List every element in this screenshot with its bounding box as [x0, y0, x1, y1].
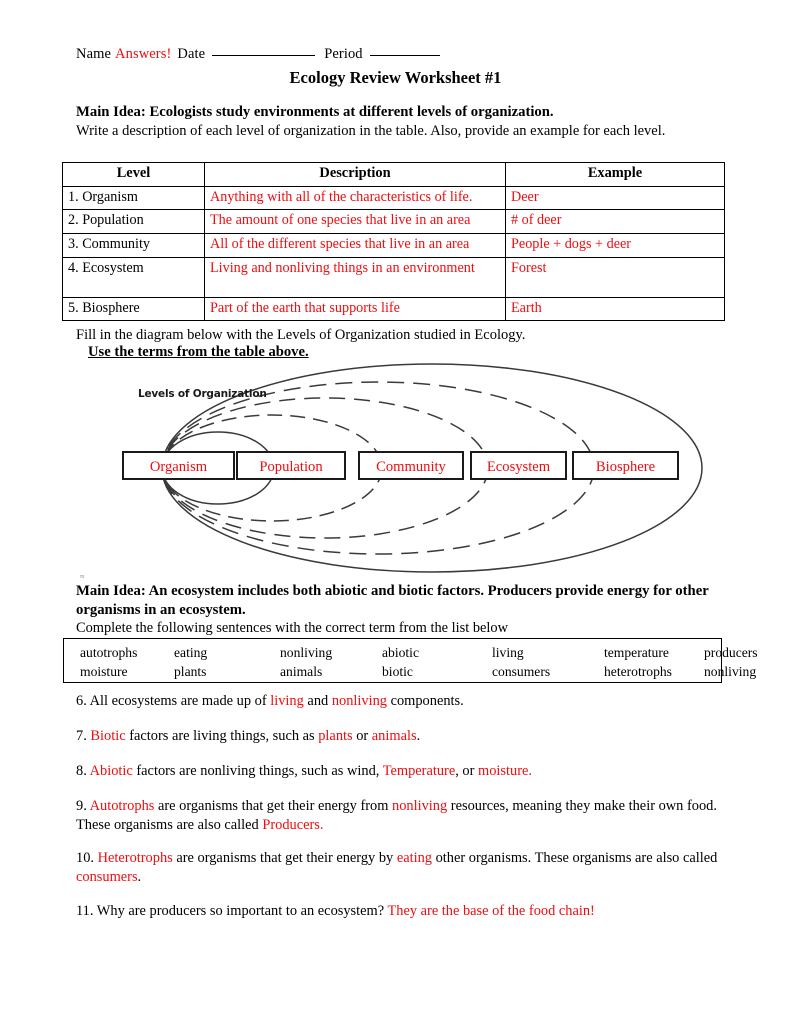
question-text: factors are living things, such as [125, 728, 319, 744]
question-text: other organisms. These organisms are also called [431, 850, 718, 866]
cell-example[interactable]: Deer [506, 186, 725, 210]
cell-description[interactable]: All of the different species that live in an area [205, 234, 506, 258]
answer-text[interactable]: animals [371, 728, 417, 744]
word-bank-column [492, 643, 550, 681]
column-header-example: Example [506, 163, 725, 187]
question-8 [76, 762, 728, 781]
answer-text[interactable]: living [270, 693, 304, 709]
main-idea-2: Main Idea: An ecosystem includes both abiotic and biotic factors. Producers provide energy for other organisms in an ecosystem. [76, 583, 709, 618]
word-bank-term[interactable]: plants [174, 664, 207, 680]
answer-text[interactable]: Biotic [90, 728, 126, 744]
question-number: 8. [76, 763, 87, 779]
levels-table [62, 162, 725, 321]
diagram-box-community[interactable]: Community [358, 451, 464, 480]
word-bank-term[interactable]: heterotrophs [604, 664, 672, 680]
column-header-level: Level [63, 163, 205, 187]
table-row [63, 257, 725, 297]
question-11 [76, 902, 728, 921]
word-bank-term[interactable]: autotrophs [80, 645, 138, 660]
cell-example[interactable]: People + dogs + deer [506, 234, 725, 258]
word-bank-term[interactable]: moisture [80, 664, 128, 680]
cell-level: 4. Ecosystem [63, 257, 205, 297]
date-label: Date [177, 46, 206, 62]
question-text: factors are nonliving things, such as wind, [132, 763, 383, 779]
question-text: Why are producers so important to an ecosystem? [93, 903, 388, 919]
answer-text[interactable]: Abiotic [89, 763, 133, 779]
answer-text[interactable]: They are the base of the food chain! [387, 903, 595, 919]
question-text: or [352, 728, 372, 744]
table-row [63, 297, 725, 321]
word-bank-term[interactable]: nonliving [704, 664, 757, 680]
answer-text[interactable]: Heterotrophs [97, 850, 173, 866]
question-text: components. [386, 693, 464, 709]
question-number: 6. [76, 693, 87, 709]
cell-level: 2. Population [63, 210, 205, 234]
cell-description[interactable]: Part of the earth that supports life [205, 297, 506, 321]
answer-text[interactable]: Temperature [382, 763, 456, 779]
word-bank-term[interactable]: abiotic [382, 645, 419, 660]
question-text: All ecosystems are made up of [86, 693, 271, 709]
answer-text[interactable]: nonliving [392, 798, 448, 814]
diagram-box-biosphere[interactable]: Biosphere [572, 451, 679, 480]
answer-text[interactable]: moisture. [478, 763, 532, 779]
word-bank-column [280, 643, 332, 681]
cell-description[interactable]: Anything with all of the characteristics of life. [205, 186, 506, 210]
question-6 [76, 692, 728, 711]
question-text: . [137, 868, 142, 885]
table-row [63, 234, 725, 258]
question-number: 7. [76, 728, 87, 744]
answer-text[interactable]: plants [318, 728, 353, 744]
question-text: are organisms that get their energy from [154, 798, 393, 814]
question-number: 11. [76, 903, 94, 919]
name-label: Name [76, 46, 112, 62]
word-bank-term[interactable]: temperature [604, 645, 669, 660]
word-bank-column [382, 643, 419, 681]
diagram-instruction-line1: Fill in the diagram below with the Levels of Organization studied in Ecology. [76, 327, 526, 343]
question-10 [76, 849, 728, 886]
period-blank-line[interactable] [370, 55, 440, 56]
cell-example[interactable]: Earth [506, 297, 725, 321]
diagram-box-population[interactable]: Population [236, 451, 346, 480]
scan-artifact-mark: ≈ [80, 572, 84, 581]
name-answer: Answers! [115, 46, 172, 62]
table-header-row [63, 163, 725, 187]
diagram-instruction-line2: Use the terms from the table above. [88, 344, 309, 360]
date-blank-line[interactable] [212, 55, 315, 56]
word-bank-column [80, 643, 137, 681]
word-bank-term[interactable]: animals [280, 664, 323, 680]
instruction-2: Complete the following sentences with the correct term from the list below [76, 620, 509, 636]
word-bank-term[interactable]: producers [704, 645, 758, 660]
diagram-caption: Levels of Organization [138, 388, 267, 400]
word-bank-column [174, 643, 207, 681]
word-bank-term[interactable]: nonliving [280, 645, 333, 660]
word-bank-column [604, 643, 672, 681]
student-info-line [76, 46, 443, 63]
table-row [63, 210, 725, 234]
answer-text[interactable]: Autotrophs [89, 798, 155, 814]
cell-example[interactable]: # of deer [506, 210, 725, 234]
word-bank-term[interactable]: biotic [382, 664, 413, 680]
period-label: Period [324, 46, 363, 62]
instruction-1: Write a description of each level of organization in the table. Also, provide an example for each level. [76, 123, 666, 139]
question-number: 10. [76, 850, 94, 866]
cell-level: 3. Community [63, 234, 205, 258]
page-title: Ecology Review Worksheet #1 [289, 68, 502, 87]
question-text: , or [455, 763, 479, 779]
answer-text[interactable]: consumers [76, 868, 138, 885]
word-bank-term[interactable]: consumers [492, 664, 551, 680]
table-row [63, 186, 725, 210]
cell-level: 1. Organism [63, 186, 205, 210]
main-idea-1: Main Idea: Ecologists study environments at different levels of organization. [76, 104, 554, 120]
question-text: resources, meaning they make their own food. These organisms are also called [76, 798, 717, 833]
word-bank-term[interactable]: living [492, 645, 524, 660]
question-text: and [303, 693, 332, 709]
cell-description[interactable]: Living and nonliving things in an environment [205, 257, 506, 297]
levels-of-organization-diagram [60, 360, 740, 575]
word-bank [63, 638, 758, 683]
cell-level: 5. Biosphere [63, 297, 205, 321]
answer-text[interactable]: nonliving [331, 693, 387, 709]
answer-text[interactable]: eating [396, 850, 432, 866]
diagram-box-ecosystem[interactable]: Ecosystem [470, 451, 567, 480]
word-bank-column [704, 643, 758, 681]
question-text: are organisms that get their energy by [172, 850, 397, 866]
word-bank-term[interactable]: eating [174, 645, 208, 660]
question-9 [76, 797, 728, 834]
question-number: 9. [76, 798, 87, 814]
column-header-description: Description [205, 163, 506, 187]
answer-text[interactable]: Producers. [262, 816, 324, 833]
cell-description[interactable]: The amount of one species that live in an area [205, 210, 506, 234]
question-text: . [416, 728, 421, 744]
question-7 [76, 727, 728, 746]
cell-example[interactable]: Forest [506, 257, 725, 297]
diagram-box-organism[interactable]: Organism [122, 451, 235, 480]
